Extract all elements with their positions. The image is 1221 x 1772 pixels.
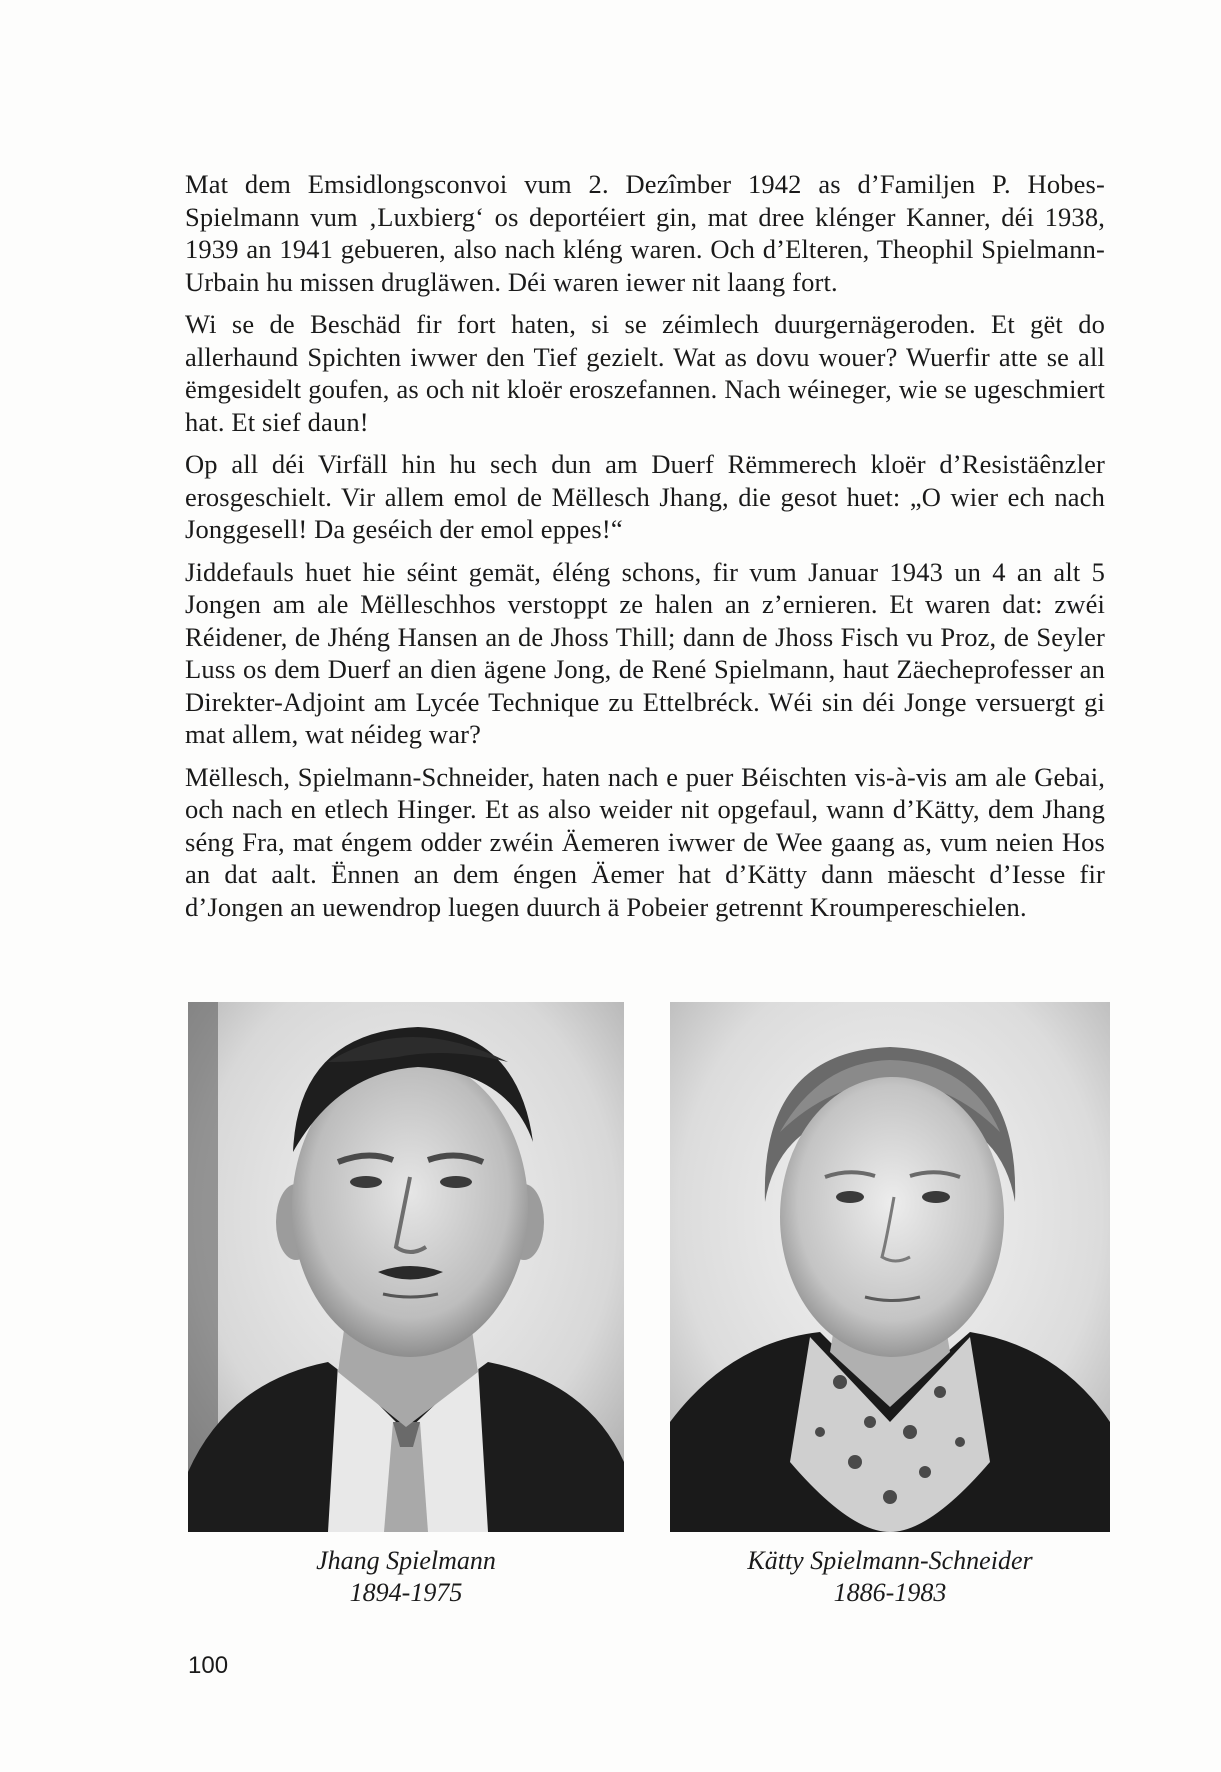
caption-right-dates: 1886-1983 (833, 1578, 947, 1607)
caption-left-name: Jhang Spielmann (316, 1546, 496, 1575)
portrait-woman-image (670, 1002, 1110, 1532)
paragraph-3: Op all déi Virfäll hin hu sech dun am Duerf Rëmmerech kloër d’Resistäênzler erosgeschielt. Vir allem emol de Mëllesch Jhang, die gesot huet: „O wier ech nach Jonggesell! Da geséich der emol eppes!“ (185, 449, 1105, 544)
caption-right-name: Kätty Spielmann-Schneider (747, 1546, 1033, 1575)
body-text (185, 168, 1105, 933)
portrait-man-image (188, 1002, 624, 1532)
caption-left-dates: 1894-1975 (349, 1578, 463, 1607)
portrait-jhang-spielmann (188, 1002, 624, 1532)
paragraph-2: Wi se de Beschäd fir fort haten, si se zéimlech duurgernägeroden. Et gët do allerhaund Spichten iwwer den Tief gezielt. Wat as dovu wouer? Wuerfir atte se all ëmgesidelt goufen, as och nit kloër eroszefannen. Nach wéineger, wie se ugeschmiert hat. Et sief daun! (185, 309, 1105, 437)
paragraph-4: Jiddefauls huet hie séint gemät, éléng schons, fir vum Januar 1943 un 4 an alt 5 Jongen am ale Mëlleschhos verstoppt ze halen an z’ernieren. Et waren dat: zwéi Réidener, de Jhéng Hansen an de Jhoss Thill; dann de Jhoss Fisch vu Proz, de Seyler Luss os dem Duerf an dien ägene Jong, de René Spielmann, haut Zäecheprofesser an Direkter-Adjoint am Lycée Technique zu Ettelbréck. Wéi sin déi Jonge versuergt gi mat allem, wat néideg war? (185, 556, 1105, 749)
paragraph-1: Mat dem Emsidlongsconvoi vum 2. Dezîmber 1942 as d’Familjen P. Hobes-Spielmann vum ‚Luxbierg‘ os deportéiert gin, mat dree klénger Kanner, déi 1938, 1939 an 1941 gebueren, also nach kléng waren. Och d’Elteren, Theophil Spielmann-Urbain hu missen drugläwen. Déi waren iewer nit laang fort. (185, 169, 1105, 297)
caption-left (188, 1545, 624, 1609)
paragraph-5: Mëllesch, Spielmann-Schneider, haten nach e puer Béischten vis-à-vis am ale Gebai, och nach en etlech Hinger. Et as also weider nit opgefaul, wann d’Kätty, dem Jhang séng Fra, mat éngem odder zwéin Äemeren iwwer de Wee gaang as, vum neien Hos an dat aalt. Ënnen an dem éngen Äemer hat d’Kätty dann mäescht d’Iesse fir d’Jongen an uewendrop luegen duurch ä Pobeier getrennt Kroumpereschielen. (185, 761, 1105, 922)
page-number: 100 (188, 1652, 229, 1679)
caption-right (670, 1545, 1110, 1609)
portrait-katty-spielmann-schneider (670, 1002, 1110, 1532)
